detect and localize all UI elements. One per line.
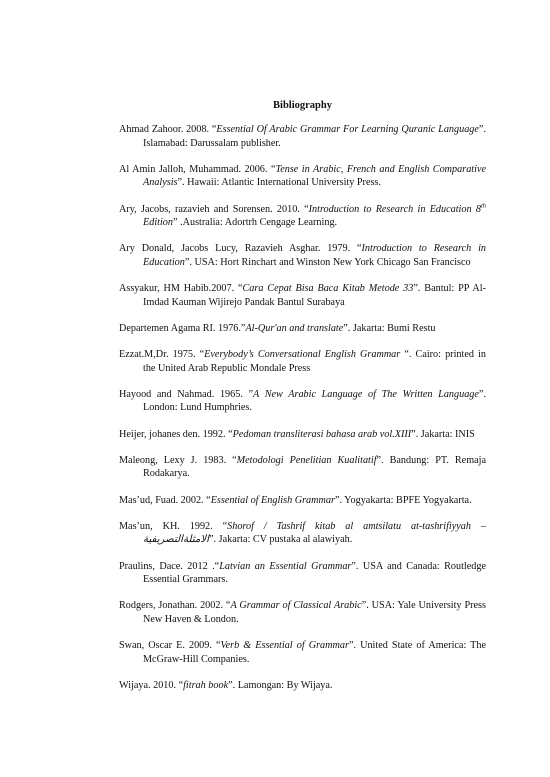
bibliography-entry: Mas’ud, Fuad. 2002. “Essential of English Grammar”. Yogyakarta: BPFE Yogyakarta. — [119, 494, 472, 506]
bibliography-entry: Heijer, johanes den. 1992. “Pedoman transliterasi bahasa arab vol.XIII”. Jakarta: INIS — [119, 428, 475, 440]
bibliography-entry: Praulins, Dace. 2012 .“Latvian an Essential Grammar”. USA and Canada: Routledge Essential Grammars. — [119, 560, 486, 586]
bibliography-entry: Maleong, Lexy J. 1983. “Metodologi Penelitian Kualitatif”. Bandung: PT. Remaja Rodakarya. — [119, 454, 486, 480]
bibliography-entry: Rodgers, Jonathan. 2002. “A Grammar of Classical Arabic”. USA: Yale University Press New Haven & London. — [119, 600, 486, 625]
bibliography-entry: Departemen Agama RI. 1976.”Al-Qur'an and translate”. Jakarta: Bumi Restu — [119, 322, 436, 334]
bibliography-entry: Ary Donald, Jacobs Lucy, Razavieh Asghar. 1979. “Introduction to Research in Education”. USA: Hort Rinchart and Winston New York Chicago San Francisco — [119, 243, 486, 268]
bibliography-entry: Mas’un, KH. 1992. “Shorof / Tashrif kitab al amtsilatu at-tashrifiyyah – الامثلةالتصريفية”. Jakarta: CV pustaka al alawiyah. — [119, 520, 486, 546]
bibliography-entry: Ezzat.M,Dr. 1975. “Everybody’s Conversational English Grammar “. Cairo: printed in the United Arab Republic Mondale Press — [119, 349, 486, 374]
bibliography-entry: Ahmad Zahoor. 2008. “Essential Of Arabic Grammar For Learning Quranic Language”. Islamabad: Darussalam publisher. — [119, 124, 486, 149]
bibliography-entry: Hayood and Nahmad. 1965. ”A New Arabic Language of The Written Language”. London: Lund Humphries. — [119, 388, 486, 414]
bibliography-entry: Wijaya. 2010. “fitrah book”. Lamongan: By Wijaya. — [119, 679, 333, 691]
bibliography-entry: Ary, Jacobs, razavieh and Sorensen. 2010. “Introduction to Research in Education 8th Edition” .Australia: Adortrh Cengage Learning. — [119, 202, 487, 229]
bibliography-entry: Swan, Oscar E. 2009. “Verb & Essential of Grammar”. United State of America: The McGraw-Hill Companies. — [119, 640, 487, 665]
page-title: Bibliography — [273, 100, 332, 111]
bibliography-entry: Assyakur, HM Habib.2007. “Cara Cepat Bisa Baca Kitab Metode 33”. Bantul: PP Al-Imdad Kauman Wijirejo Pandak Bantul Surabaya — [119, 283, 486, 308]
bibliography-entry: Al Amin Jalloh, Muhammad. 2006. “Tense in Arabic, French and English Comparative Analysis”. Hawaii: Atlantic International University Press. — [119, 163, 486, 189]
